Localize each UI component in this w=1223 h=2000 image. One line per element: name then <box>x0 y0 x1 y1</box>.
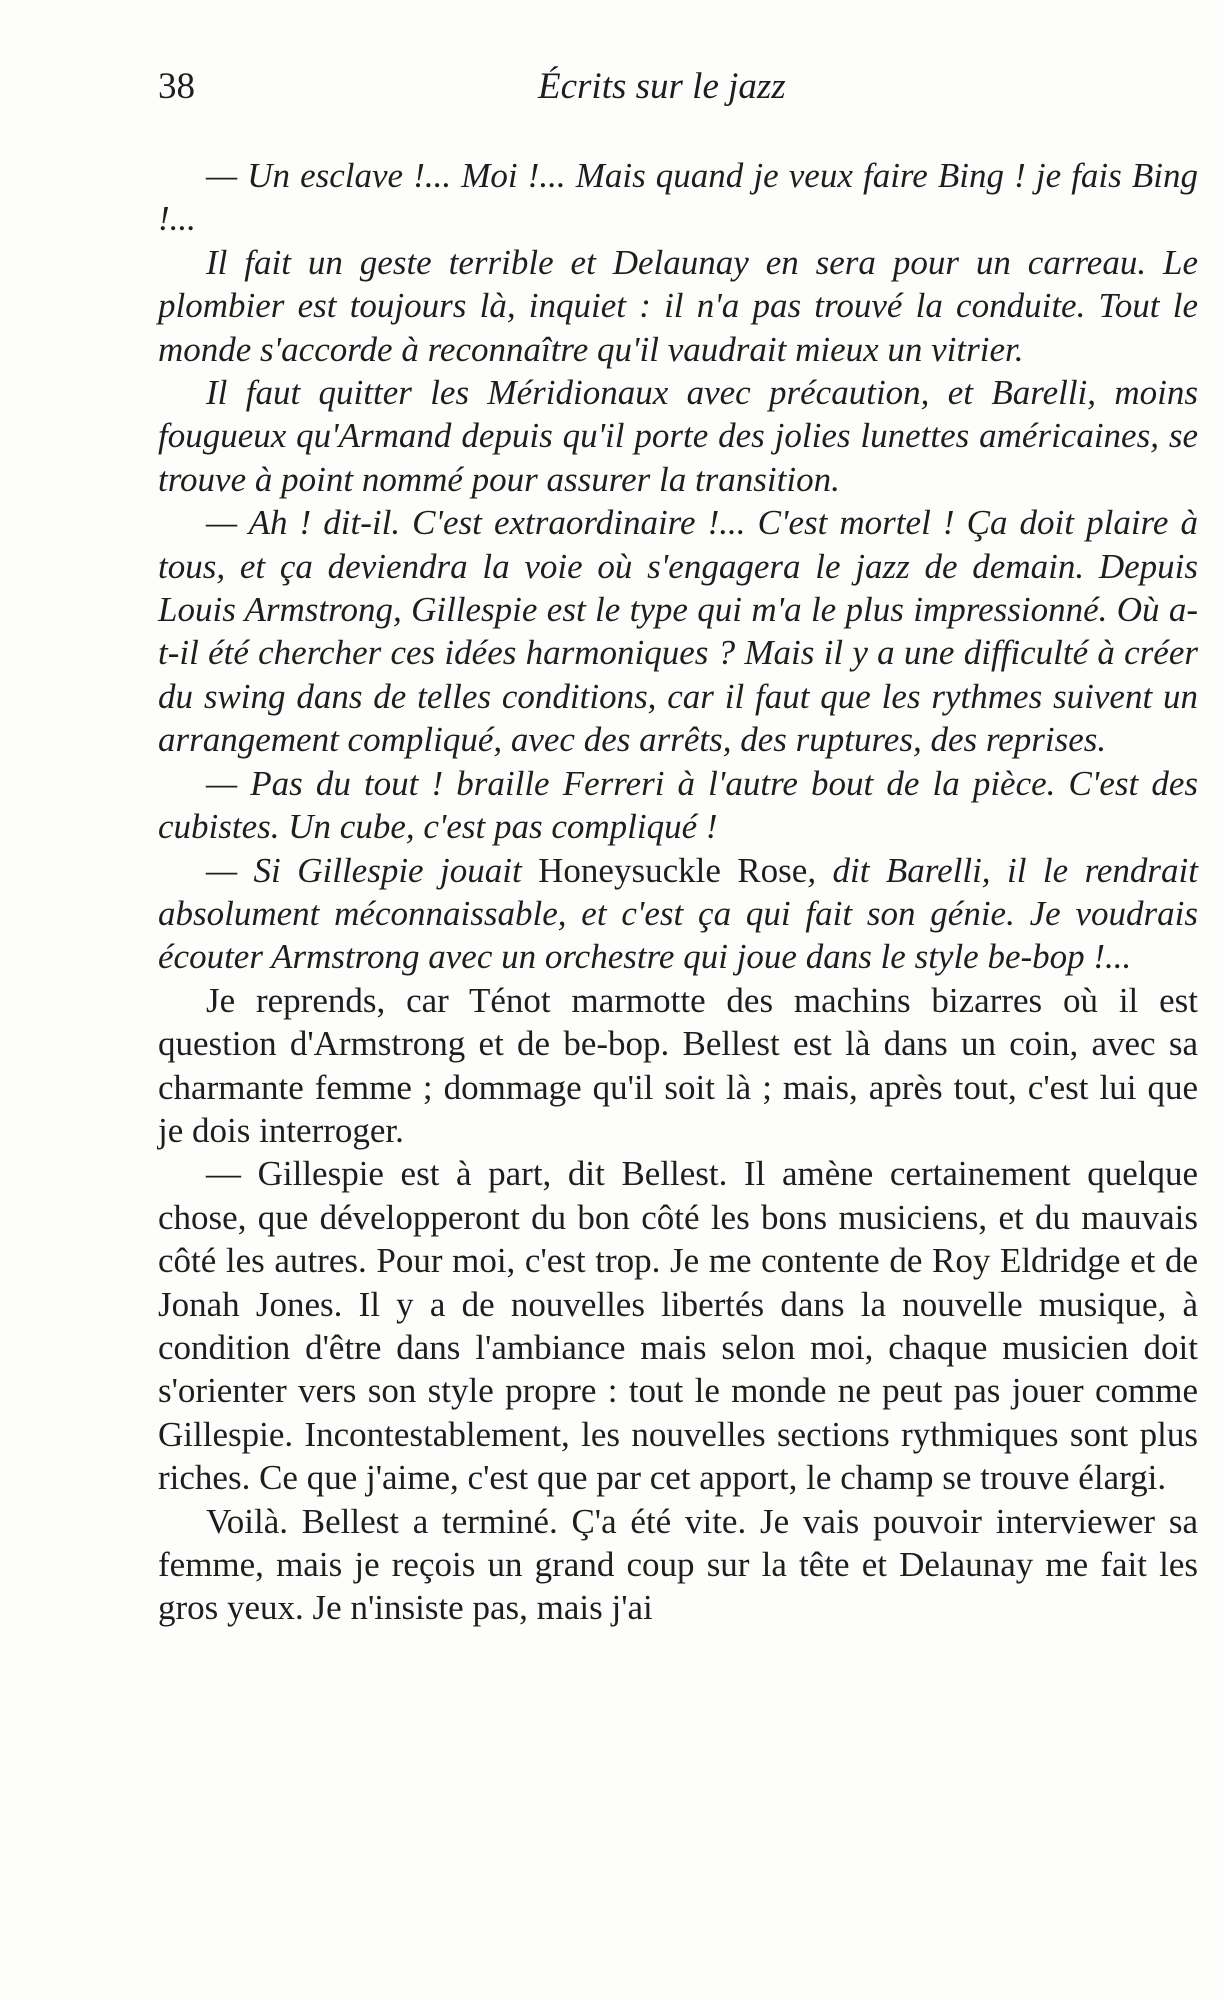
paragraph-barelli-transition: Il faut quitter les Méridionaux avec précaution, et Barelli, moins fougueux qu'Armand depuis qu'il porte des jolies lunettes américaines, se trouve à point nommé pour assurer la transition. <box>158 373 1198 499</box>
paragraph-bellest-speech: — Gillespie est à part, dit Bellest. Il amène certainement quelque chose, que développeront du bon côté les bons musiciens, et du mauvais côté les autres. Pour moi, c'est trop. Je me contente de Roy Eldridge et de Jonah Jones. Il y a de nouvelles libertés dans la nouvelle musique, à condition d'être dans l'ambiance mais selon moi, chaque musicien doit s'orienter vers son style propre : tout le monde ne peut pas jouer comme Gillespie. Incontestablement, les nouvelles sections rythmiques sont plus riches. Ce que j'aime, c'est que par cet apport, le champ se trouve élargi. <box>158 1154 1198 1498</box>
paragraph-voila: Voilà. Bellest a terminé. Ç'a été vite. Je vais pouvoir interviewer sa femme, mais je reçois un grand coup sur la tête et Delaunay me fait les gros yeux. Je n'insiste pas, mais j'ai <box>158 1501 1198 1628</box>
paragraph-barelli-honeysuckle <box>158 849 1198 979</box>
paragraph-segment: — Si Gillespie jouait <box>206 850 539 890</box>
paragraph-segment: , dit Barelli, il le rendrait absolument méconnaissable, et c'est ça qui fait son génie. Je voudrais écouter Armstrong avec un orchestre qui joue dans le style be-bop !... <box>158 850 1198 977</box>
paragraph-barelli-speech: — Ah ! dit-il. C'est extraordinaire !... C'est mortel ! Ça doit plaire à tous, et ça deviendra la voie où s'engagera le jazz de demain. Depuis Louis Armstrong, Gillespie est le type qui m'a le plus impressionné. Où a-t-il été chercher ces idées harmoniques ? Mais il y a une difficulté à créer du swing dans de telles conditions, car il faut que les rythmes suivent un arrangement compliqué, avec des arrêts, des ruptures, des reprises. <box>158 503 1198 760</box>
body-text <box>158 154 1198 1630</box>
book-title: Écrits sur le jazz <box>538 66 786 107</box>
song-title: Honeysuckle Rose <box>538 850 808 890</box>
paragraph-delaunay-carreau: Il fait un geste terrible et Delaunay en sera pour un carreau. Le plombier est toujours là, inquiet : il n'a pas trouvé la conduite. Tout le monde s'accorde à reconnaître qu'il vaudrait mieux un vitrier. <box>158 242 1198 369</box>
paragraph-ferreri-speech: — Pas du tout ! braille Ferreri à l'autre bout de la pièce. C'est des cubistes. Un cube, c'est pas compliqué ! <box>158 763 1198 847</box>
paragraph-tenot-bellest: Je reprends, car Ténot marmotte des machins bizarres où il est question d'Armstrong et de be-bop. Bellest est là dans un coin, avec sa charmante femme ; dommage qu'il soit là ; mais, après tout, c'est lui que je dois interroger. <box>158 980 1198 1150</box>
paragraph-dialogue-bing: — Un esclave !... Moi !... Mais quand je veux faire Bing ! je fais Bing !... <box>158 156 1198 239</box>
running-head <box>158 62 1198 112</box>
page-number: 38 <box>158 66 195 107</box>
